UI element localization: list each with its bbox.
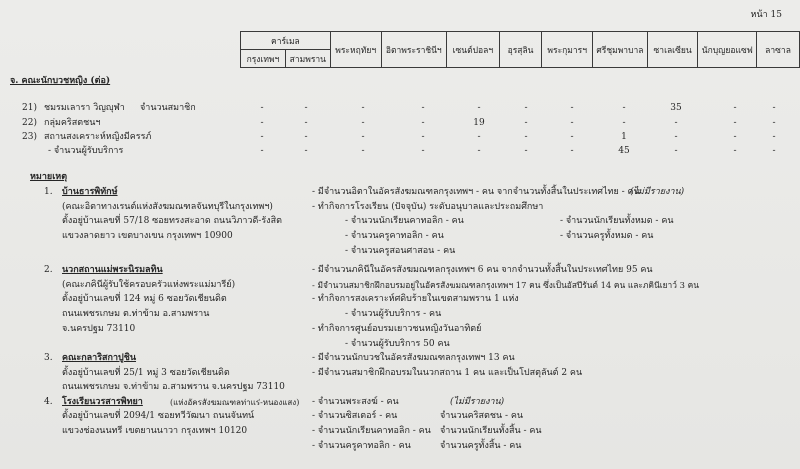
table-cell: - [361, 132, 365, 142]
table-cell: - [524, 146, 528, 156]
table-cell: 35 [670, 103, 682, 113]
note-detail: - จำนวนครูคาทอลิก - คน [312, 441, 411, 451]
col-header-sacred-heart: พระหฤทัยฯ [330, 32, 381, 68]
note-detail: - จำนวนซิสเตอร์ - คน [312, 411, 398, 421]
col-header-lasalle: ลาซาล [757, 32, 800, 68]
note-line: แขวงลาดยาว เขตบางเขน กรุงเทพฯ 10900 [62, 231, 233, 241]
table-cell: 19 [473, 118, 485, 128]
table-cell: - [772, 146, 776, 156]
note-detail: จำนวนครูทั้งสิ้น - คน [440, 441, 522, 451]
note-line: (คณะอิตาทางเรนต์แห่งสังฆมณฑลจันทบุรีในกรุงเทพฯ) [62, 202, 273, 212]
table-cell: - [622, 118, 626, 128]
note-line: (คณะภคินีผู้รับใช้ครอบครัวแห่งพระแม่มารีย์) [62, 280, 236, 290]
note-detail: - มีจำนวนสมาชิกฝึกอบรมในนวกสถาน 1 คน และเป็นโปสตุลันต์ 2 คน [312, 368, 583, 378]
table-cell: - [733, 103, 737, 113]
row-label: สถานสงเคราะห์หญิงมีครรภ์ [44, 132, 152, 142]
note-line: ตั้งอยู่บ้านเลขที่ 124 หมู่ 6 ซอยวัดเชียนดิต [62, 294, 227, 304]
note-detail: - ทำกิจการสงเคราะห์ศดิบร้ายในเขตสามพราน 1 แห่ง [312, 294, 519, 304]
note-line: แขวงช่องนนทรี เขตยานนาวา กรุงเทพฯ 10120 [62, 426, 248, 436]
note-title-suffix: (แห่งอัครสังฆมณฑลท่าแร่-หนองแสง) [170, 398, 300, 407]
table-cell: - [772, 132, 776, 142]
col-subheader-sampran: สามพราน [285, 50, 330, 68]
table-cell: - [772, 103, 776, 113]
table-cell: - [570, 103, 574, 113]
note-detail: - มีจำนวนสมาชิกฝึกอบรมอยู่ในอัครสังฆมณฑลกรุงเทพฯ 17 คน ซึ่งเป็นอัสปีรันต์ 14 คน และภคินีเยาว์ 3 คน [312, 280, 699, 290]
row-label: - จำนวนผู้รับบริการ [48, 146, 124, 156]
table-cell: - [733, 146, 737, 156]
note-line: ถนนเพชรเกษม จ.ท่าข้าม อ.สามพราน จ.นครปฐม 73110 [62, 382, 285, 392]
note-line: ตั้งอยู่บ้านเลขที่ 25/1 หมู่ 3 ซอยวัดเชียนดิต [62, 368, 230, 378]
note-title: บ้านธารพิทักษ์ [62, 187, 118, 197]
table-cell: - [622, 103, 626, 113]
note-detail: - จำนวนครูสอนศาสอน - คน [345, 246, 456, 256]
note-status: (ไม่มีรายงาน) [450, 397, 505, 407]
note-detail: - จำนวนผู้รับบริการ - คน [345, 309, 442, 319]
note-detail: - จำนวนนักเรียนคาทอลิก - คน [312, 426, 431, 436]
table-cell: 45 [618, 146, 630, 156]
table-cell: - [304, 132, 308, 142]
note-detail: จำนวนนักเรียนทั้งสิ้น - คน [440, 426, 542, 436]
note-line: ถนนเพชรเกษม ต.ท่าข้าม อ.สามพราน [62, 309, 210, 319]
note-detail: - จำนวนผู้รับบริการ 50 คน [345, 339, 450, 349]
col-header-holy-child: พระกุมารฯ [542, 32, 593, 68]
note-line: ตั้งอยู่บ้านเลขที่ 57/18 ซอยทรงสะอาด ถนนวิภาวดี-รังสิต [62, 216, 282, 226]
section-label: จ. คณะนักบวชหญิง (ต่อ) [10, 76, 111, 86]
table-cell: 1 [621, 132, 627, 142]
table-cell: - [421, 132, 425, 142]
table-cell: - [260, 146, 264, 156]
col-header-salesian: ซาเลเซียน [647, 32, 698, 68]
col-header-good-shepherd: ศรีชุมพาบาล [593, 32, 648, 68]
note-number: 1. [44, 187, 53, 197]
note-number: 3. [44, 353, 53, 363]
table-cell: - [421, 146, 425, 156]
table-cell: - [361, 103, 365, 113]
note-status: (ไม่มีรายงาน) [630, 187, 685, 197]
notes-heading: หมายเหตุ [30, 172, 68, 182]
table-cell: - [733, 132, 737, 142]
note-detail: - ทำกิจการศูนย์อบรมเยาวชนหญิงวันอาทิตย์ [312, 324, 482, 334]
note-title: นวกสถานแม่พระนิรมลทิน [62, 265, 163, 275]
note-title: คณะกลาริสกาปูชิน [62, 353, 137, 363]
table-cell: - [260, 132, 264, 142]
row-label-secondary: จำนวนสมาชิก [140, 103, 196, 113]
col-header-ursuline: อุรสุลิน [499, 32, 542, 68]
table-cell: - [772, 118, 776, 128]
table-cell: - [421, 103, 425, 113]
note-detail: - ทำกิจการโรงเรียน (ปัจจุบัน) ระดับอนุบาลและประถมศึกษา [312, 202, 544, 212]
table-cell: - [570, 132, 574, 142]
table-cell: - [570, 146, 574, 156]
table-cell: - [674, 118, 678, 128]
page-number: หน้า 15 [750, 10, 782, 20]
note-detail: - มีจำนวนภคินีในอัครสังฆมณฑลกรุงเทพฯ 6 คน จากจำนวนทั้งสิ้นในประเทศไทย 95 คน [312, 265, 653, 275]
table-cell: - [477, 132, 481, 142]
note-detail: - มีจำนวนนักบวชในอัครสังฆมณฑลกรุงเทพฯ 13 คน [312, 353, 515, 363]
note-detail: - จำนวนครูคาทอลิก - คน [345, 231, 444, 241]
note-detail: จำนวนคริสตชน - คน [440, 411, 524, 421]
note-number: 2. [44, 265, 53, 275]
col-header-queen: อิตาพระราชินีฯ [381, 32, 446, 68]
table-cell: - [733, 118, 737, 128]
row-label: กลุ่มคริสตชนฯ [44, 118, 101, 128]
note-detail: - จำนวนนักเรียนคาทอลิก - คน [345, 216, 464, 226]
table-cell: - [361, 118, 365, 128]
note-title: โรงเรียนวรสารพิทยา [62, 397, 143, 407]
col-header-st-paul: เซนต์ปอลฯ [447, 32, 500, 68]
table-cell: - [524, 132, 528, 142]
note-detail: - จำนวนพระสงฆ์ - คน [312, 397, 399, 407]
table-cell: - [260, 118, 264, 128]
col-header-carmel: คาร์เมล [241, 32, 331, 50]
note-line: ตั้งอยู่บ้านเลขที่ 2094/1 ซอยทวีวัฒนา ถนนจันทน์ [62, 411, 255, 421]
table-cell: - [524, 103, 528, 113]
table-cell: - [674, 132, 678, 142]
table-cell: - [304, 103, 308, 113]
table-cell: - [477, 103, 481, 113]
note-number: 4. [44, 397, 53, 407]
col-subheader-bangkok: กรุงเทพฯ [241, 50, 286, 68]
row-number: 23) [22, 132, 37, 142]
table-cell: - [361, 146, 365, 156]
table-cell: - [421, 118, 425, 128]
table-cell: - [674, 146, 678, 156]
table-cell: - [304, 146, 308, 156]
row-label: ชมรมเลารา วิญญุฬา [44, 103, 125, 113]
summary-table [240, 31, 800, 68]
note-line: จ.นครปฐม 73110 [62, 324, 136, 334]
table-cell: - [570, 118, 574, 128]
table-cell: - [524, 118, 528, 128]
note-detail: - จำนวนนักเรียนทั้งหมด - คน [560, 216, 674, 226]
table-cell: - [477, 146, 481, 156]
table-cell: - [304, 118, 308, 128]
row-number: 21) [22, 103, 37, 113]
col-header-st-joseph: นักบุญยอแซฟ [698, 32, 757, 68]
note-detail: - จำนวนครูทั้งหมด - คน [560, 231, 654, 241]
note-detail: - มีจำนวนอิตาในอัครสังฆมณฑลกรุงเทพฯ - คน จากจำนวนทั้งสิ้นในประเทศไทย - คน [312, 187, 640, 197]
table-cell: - [260, 103, 264, 113]
row-number: 22) [22, 118, 37, 128]
